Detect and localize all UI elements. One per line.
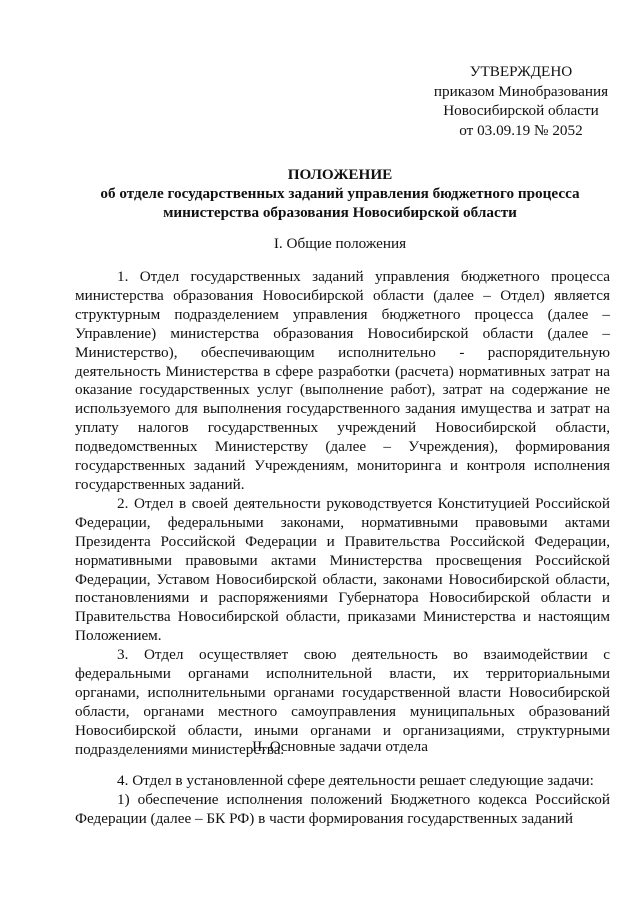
- section-1-body: [75, 268, 610, 760]
- title-line-2: об отделе государственных заданий управления бюджетного процесса: [100, 184, 580, 202]
- section-2-body: [75, 772, 610, 829]
- approval-line-region: Новосибирской области: [443, 102, 599, 119]
- title-line-3: министерства образования Новосибирской области: [163, 203, 517, 221]
- document-title: [60, 166, 620, 222]
- approval-line-approved: УТВЕРЖДЕНО: [469, 63, 573, 80]
- paragraph-2: 2. Отдел в своей деятельности руководствуется Конституцией Российской Федерации, федеральными законами, нормативными правовыми актами Президента Российской Федерации и Правительства Российской Федерации, нормативными правовыми актами Министерства просвещения Российской Федерации, Уставом Новосибирской области, законами Новосибирской области, постановлениями и распоряжениями Губернатора Новосибирской области и Правительства Новосибирской области, приказами Министерства и настоящим Положением.: [75, 494, 610, 645]
- title-line-1: ПОЛОЖЕНИЕ: [287, 166, 393, 183]
- section-2-heading: II. Основные задачи отдела: [252, 738, 428, 755]
- paragraph-4-item-1: 1) обеспечение исполнения положений Бюджетного кодекса Российской Федерации (далее – БК РФ) в части формирования государственных заданий: [75, 790, 610, 827]
- paragraph-4: 4. Отдел в установленной сфере деятельности решает следующие задачи:: [117, 772, 594, 789]
- approval-line-date: от 03.09.19 № 2052: [459, 121, 583, 139]
- paragraph-3: 3. Отдел осуществляет свою деятельность во взаимодействии с федеральными органами исполнительной власти, их территориальными органами, исполнительными органами государственной власти Новосибирской области, органами местного самоуправления муниципальных образований Новосибирской области, иными органами и организациями, структурными подразделениями министерства.: [75, 646, 610, 758]
- approval-line-order: приказом Минобразования: [433, 82, 609, 100]
- section-1-heading: I. Общие положения: [273, 235, 407, 252]
- paragraph-1: 1. Отдел государственных заданий управления бюджетного процесса министерства образования Новосибирской области (далее – Отдел) является структурным подразделением управления бюджетного процесса (далее – Управление) министерства образования Новосибирской области (далее – Министерство), обеспечивающим исполнительно - распорядительную деятельность Министерства в сфере разработки (расчета) нормативных затрат на оказание государственных услуг (выполнение работ), затрат на содержание не используемого для выполнения государственного задания имущества и затрат на уплату налогов государственных учреждений Новосибирской области, подведомственных Министерству (далее – Учреждения), формирования государственных заданий Учреждениям, мониторинга и контроля исполнения государственных заданий.: [75, 268, 610, 493]
- approval-stamp: [432, 62, 610, 140]
